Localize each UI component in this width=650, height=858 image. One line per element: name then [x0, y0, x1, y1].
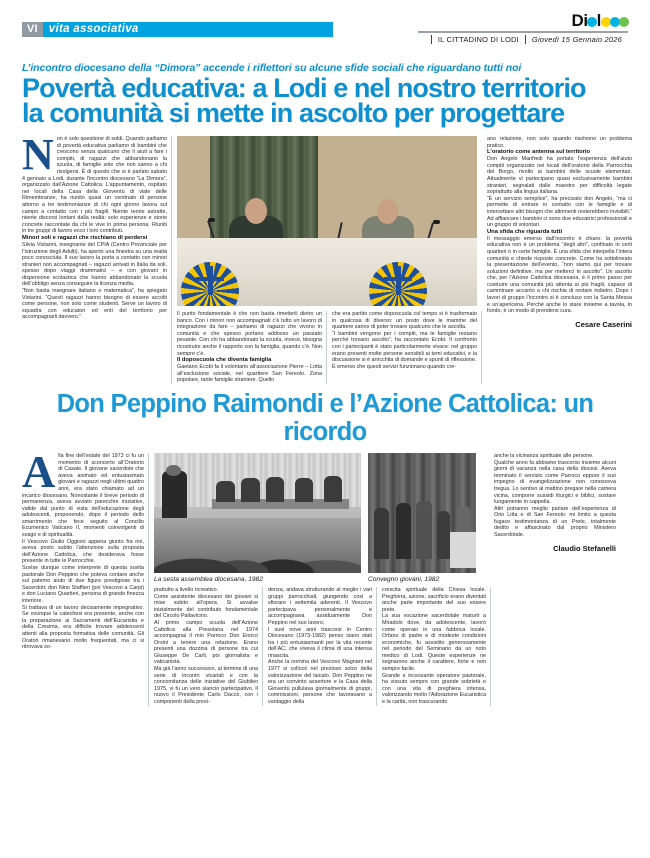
column-divider	[376, 587, 377, 706]
assembly-photo-caption: La sesta assemblea diocesana, 1982	[154, 575, 263, 583]
assembly-photo-panelist-4	[295, 478, 314, 502]
column-divider	[171, 136, 172, 384]
article1-col3-p3: È emerso che questi servizi funzionano quando cre-	[332, 363, 457, 370]
microphone-left-head	[208, 218, 215, 222]
article1-col1-text	[22, 130, 167, 321]
article2-col4-p1: crescita spirituale della Chiesa locale. Preghiera, azione, sacrificio erano diventati anche parte importante del suo essere prete.	[382, 586, 486, 613]
article1-col1-subhead: Minori soli e ragazzi che rischiano di perdersi	[22, 234, 148, 241]
article1-dropcap: N	[22, 130, 54, 179]
article2-col2-text	[154, 587, 258, 706]
assembly-photo-audience	[154, 518, 361, 573]
article1-col4-p1: ano relazione, non solo quando risolvono un problema pratico.	[487, 136, 632, 149]
microphone-right-head	[433, 220, 440, 224]
logo-letter-l: l	[596, 11, 601, 30]
article2-column-4	[382, 587, 486, 706]
convegno-photo-person-1	[374, 508, 388, 558]
article2-col5-p3: Altri potranno meglio parlare dell’esperienza di Orio Litta e di San Fereolo: mi limito a questa fugace testimonianza di un Prete, totalmente dedito e affascinato dal proprio Ministero Sacerdotale.	[494, 505, 616, 539]
article1-byline: Cesare Caserini	[575, 319, 632, 329]
article2-column-2	[154, 587, 258, 706]
logo-dot-green	[619, 17, 629, 27]
folio-number: VI	[22, 22, 43, 37]
article1-center-block	[177, 136, 477, 384]
article1-col1-p3: “Non basta insegnare italiano o matematica”, ha spiegato Vistarini. “Questi ragazzi hanno bisogno di essere accolti come persone, non solo come studenti. Serve un lavoro di squadra con educatori ed enti del territorio per accompagnarli davvero.”	[22, 288, 167, 321]
article1-col4-subhead-2: Una sfida che riguarda tutti	[487, 228, 563, 235]
article2-col4-p2: La sua vocazione sacerdotale maturò a Miradolo dove, da adolescente, lavorò come operaio in una fabbrica locale. Orfano di padre e di modeste condizioni economiche, fu assistito generosamente nel periodo del Seminario da un noto medico di Lodi. Queste esperienze ne segnarono anche il carattere, forte e non sempre facile.	[382, 613, 486, 673]
article2-col3-p3: Anche la nomina del Vescovo Magnani nel 1977 si collocò nel prezioso solco della valorizzazione del laicato. Don Peppino ne era un convinto assertore e la Casa della Gioventù pullulava giornalmente di gruppi, commissioni, persone che lavoravano a vantaggio della	[268, 659, 372, 706]
article1-col4-subhead-1: L’oratorio come antenna sul territorio	[487, 149, 591, 156]
convegno-photo-person-2	[396, 503, 411, 558]
speaker-left-head	[245, 198, 267, 224]
convegno-photo	[368, 453, 476, 573]
photo-scene	[177, 136, 477, 306]
article2-subcolumns	[154, 587, 484, 706]
convegno-photo-caption: Convegno giovani, 1982	[368, 575, 440, 583]
article1-headline-line1: Povertà educativa: a Lodi e nel nostro territorio	[22, 73, 586, 103]
article2-col3-p1: denza, andava strutturando al meglio i vari gruppi parrocchiali, giungendo così a sfiorare i settemila aderenti. Il Vescovo partecipava personalmente e accompagnava assiduamente Don Peppino nel suo lavoro.	[268, 586, 372, 626]
article2-col1-p4: Si trattava di un lavoro decisamente impegnativo. Se ovunque la catechesi era presente, anche con la preparazione ai Sacramenti dell’Eucaristia e della Cresima, era difficile trovare adolescenti attenti alla proposta formativa delle comunità. Gli Oratori rimanevano molto frequentati, ma ci si ritrovava so-	[22, 604, 144, 651]
article2-center-block	[154, 453, 484, 706]
article1-headline-line2: la comunità si mette in ascolto per progettare	[22, 98, 565, 128]
article2-col1-text	[22, 445, 144, 651]
article2-dropcap: A	[22, 445, 56, 497]
publication-date: Giovedì 15 Gennaio 2026	[525, 35, 628, 44]
article1-col4-p2: Don Angelo Manfredi ha portato l’esperienza dell’aiuto compiti organizzato nei locali dell’oratorio della Parrocchia del Borgo, rivolto ai bambini delle scuole elementari. Attualmente vi partecipano quasi esclusivamente bambini stranieri, segnalati dalle maestre per difficoltà legate soprattutto alla lingua italiana.	[487, 156, 632, 196]
convegno-photo-person-4	[437, 511, 450, 559]
article2-column-1	[22, 445, 144, 706]
article2-col3-p2: I suoi nove anni trascorsi in Centro Diocesano (1973-1982) penso siano stati tra i più entusiasmanti per la vita recente dell’AC, che viveva il clima di una intensa rinascita.	[268, 626, 372, 659]
logo-dot-cyan	[587, 17, 597, 27]
column-divider	[326, 311, 327, 384]
assembly-photo	[154, 453, 361, 573]
article2-photo-row	[154, 453, 484, 573]
column-divider	[490, 587, 491, 706]
masthead-rule	[418, 31, 628, 33]
logo-letter-i: i	[583, 11, 588, 30]
article2-col5-p2: Qualche anno fa abbiamo trascorso insieme alcuni giorni di vacanza nella casa della diocesi. Aveva terminato il servizio come Parroco eppure il suo impegno di evangelizzazione non conosceva tregua. Lo sentivo al mattino pregare nella camera vicina, comporre sussidi liturgici e biblici, sostare lungamente in cappella.	[494, 459, 616, 506]
article2-col2-p2: Come assistente diocesano dei giovani si mise subito all’opera. Si avvalse inizialmente del contributo fondamentale del Circolo Pallavicino.	[154, 593, 258, 620]
article2-col5-text	[494, 453, 616, 539]
masthead-right	[418, 12, 628, 44]
article2-columns	[22, 445, 628, 706]
section-title: vita associativa	[43, 22, 333, 37]
article1-column-2	[177, 311, 322, 384]
article2-col4-p3: Grande e incessante operatore pastorale, ha vissuto sempre con grande sobrietà e con una vita di preghiera intensa, valorizzando molto l’Adorazione Eucaristica e la carità, non trascurando	[382, 672, 486, 706]
article1-columns	[22, 130, 632, 384]
dialogo-logo	[418, 12, 628, 30]
assembly-photo-speaker-head	[166, 465, 180, 476]
assembly-photo-panelist-3	[266, 477, 285, 502]
convegno-photo-table	[450, 532, 476, 568]
article2-headline: Don Peppino Raimondi e l’Azione Cattolica: un ricordo	[56, 389, 594, 446]
assembly-photo-panelist-1	[216, 481, 235, 503]
logo-letter-d: D	[571, 11, 584, 30]
article1-col2-text	[177, 311, 322, 384]
article1-col3-p2: “I bambini vengono per i compiti, ma le famiglie restano perché trovano ascolto”, ha raccontato Ecobi. Il confronto con i partecipanti è stato particolarmente vivace: nel gruppo erano presenti molte persone sensibili ai temi educativi, e la discussione si è arricchita di domande e spunti di riflessione.	[332, 330, 477, 364]
article1-subcolumns	[177, 311, 477, 384]
publication-info	[418, 35, 628, 44]
article1-col2-subhead: Il doposcuola che diventa famiglia	[177, 357, 272, 364]
article2-col2-p1: prattutto a livello ricreativo.	[154, 586, 219, 593]
article1-column-1	[22, 130, 167, 384]
article2-column-3	[268, 587, 372, 706]
article1-col4-p4: Il messaggio emerso dall’incontro è chiaro: la povertà educativa non è un problema “degli altri”, confinato in certi quartieri o in certe famiglie. È una sfida che interpella l’intera comunità e chiede risposte concrete. Come ha sottolineato la presentazione dell’evento, “non siamo qui per trovare soluzioni definitive, ma per metterci in ascolto”. Un ascolto che, per l’Azione Cattolica diocesana, è il primo passo per costruire una comunità più attenta ai più fragili, capace di camminare accanto a chi rischia di restare indietro. Dopo i lavori di gruppo l’incontro si è concluso con la Santa Messa e un’apericena. Perché anche lo stare insieme a tavola, in fondo, è un modo di prendersi cura.	[487, 235, 632, 315]
article1-col4-p3: “È un servizio semplice”, ha precisato don Angelo, “ma ci permette di entrare in contatto con le famiglie e di intercettare altri bisogni che altrimenti resterebbero invisibili.” Ad affiancare i bambini ci sono due educatrici professionali e un gruppo di volontari.	[487, 195, 632, 229]
article1-headline	[22, 73, 628, 128]
article2-col4-text	[382, 587, 486, 706]
article1-column-4	[487, 136, 632, 384]
article1-col2-p1: Il punto fondamentale è che non basta rimetterli dietro un banco. Con i minori non accompagnati c’è tutto un lavoro di integrazione da fare – parliamo di ragazzi che vivono in comunità e che spesso portano addosso un passato pesante. Con chi ha abbandonato la scuola, invece, bisogna ricostruire anche il rapporto con la famiglia, quando c’è. Non sempre c’è.	[177, 311, 322, 357]
column-divider	[262, 587, 263, 706]
article1-col2-p2: Gaetano Ecobi fa il volontario all’associazione Pierre – Lotta all’esclusione sociale, nel quartiere San Fereolo. Zona popolare, tante famiglie straniere. Quello	[177, 364, 322, 384]
article2-col3-text	[268, 587, 372, 706]
article2-col1-p1: lla fine dell’estate del 1973 ci fu un momento di sconcerto all’Oratorio di Casale. Il giovane sacerdote che aveva animato ed entusiasmato giovani e ragazzi negli ultimi quattro anni, era stato chiamato ad un incarico diocesano. Nonostante il breve periodo di permanenza, aveva avviato parecchie iniziative, valide dal punto di vista dell’educazione degli adolescenti, proponendo, dopo il periodo dello smarrimento che fece seguito al Concilio Ecumenico Vaticano II, momenti coinvolgenti di svago e di spiritualità.	[22, 452, 144, 539]
article2-col1-p3: Scelse dunque come interprete di questa scelta pastorale Don Peppino che poteva contare anche sul paterno aiuto di due figure prestigiose tra i Sacerdoti: don Nino Staffieri (poi Vescovo a Carpi) e don Luciano Quartieri, persona di grande finezza interiore.	[22, 565, 144, 604]
article2-col1-p2: Il Vescovo Giulio Oggioni appena giunto fra noi, aveva posto subito l’attenzione sulla proposta dell’Azione Cattolica, che desiderava fosse presente in tutte le Parrocchie.	[22, 538, 144, 565]
publication-name: IL CITTADINO DI LODI	[431, 35, 525, 44]
article1-col4-text	[487, 136, 632, 315]
masthead-row	[22, 11, 628, 54]
article2-col2-p3: Al primo campo scuola dell’Azione Cattolica alla Presolana nel 1974 accompagnai il mio Parroco Don Enrico Orsini a tenere una relazione. Erano presenti una dozzina di persone tra cui Giuseppe De Carli, poi giornalista e vaticanista.	[154, 619, 258, 666]
article-don-peppino	[22, 390, 628, 706]
article1-kicker: L’incontro diocesano della “Dimora” accende i riflettori su alcune sfide sociali che riguardano tutti noi	[22, 62, 522, 74]
article-poverta-educativa	[22, 62, 632, 384]
article1-column-3	[332, 311, 477, 384]
article2-col2-p4: Ma già l’anno successivo, al termine di una serie di incontri vicariali e con la concomitanza delle iniziative del Giubileo 1975, vi fu un vero slancio partecipativo. Il nuovo il Presidente Carlo Daccò, con i componenti della presi-	[154, 666, 258, 706]
article2-col5-p1: anche la vicinanza spirituale alle persone.	[494, 452, 594, 459]
article1-col1-p1: on è solo questione di soldi. Quando parliamo di povertà educativa parliamo di bambini che crescono senza qualcuno che li aiuti a fare i compiti, di ragazzi che abbandonano la scuola, di famiglie sole che non sanno a chi rivolgersi. È di questo che si è parlato sabato 4 gennaio a Lodi, durante l’incontro diocesano “La Dimora”, organizzato dall’Azione Cattolica. L’appuntamento, ospitato nei locali della Casa della Gioventù di viale delle Rimembranze, ha riunito quasi un centinaio di persone attorno a tre testimonianze di chi ogni giorno lavora sul campo a contatto con i più fragili. Niente teorie astratte, niente discorsi lontani dalla realtà: solo esperienze e storie concrete raccontate da chi le vive in prima persona. Riuniti in tre gruppi di lavoro ecco i loro contributi.	[22, 136, 167, 235]
convegno-photo-person-3	[416, 501, 432, 559]
assembly-photo-panelist-5	[324, 476, 343, 502]
speaker-right-head	[377, 199, 398, 224]
article1-col1-p2: Silvia Vistarini, insegnante del CPIA (Centro Provinciale per l’Istruzione degli Adulti), ha aperto una finestra su una realtà poco conosciuta. Il suo lavoro la porta a contatto con minori stranieri non accompagnati – ragazzi arrivati in Italia da soli, spesso dopo viaggi drammatici – e con giovani in dispersione scolastica che hanno abbandonato la scuola dell’obbligo senza conseguire la licenza media.	[22, 241, 167, 288]
article2-column-5	[494, 453, 616, 706]
assembly-photo-panelist-2	[241, 478, 260, 502]
column-divider	[481, 311, 482, 384]
article2-byline: Claudio Stefanelli	[553, 543, 616, 553]
conference-photo	[177, 136, 477, 306]
masthead	[22, 0, 628, 52]
column-divider	[148, 453, 149, 706]
article2-caption-row	[154, 573, 484, 587]
article1-col3-p1: che era partito come doposcuola col tempo si è trasformato in qualcosa di diverso: un posto dove le mamme del quartiere sanno di poter trovare qualcuno che le ascolta.	[332, 311, 477, 331]
article1-col3-text	[332, 311, 477, 370]
